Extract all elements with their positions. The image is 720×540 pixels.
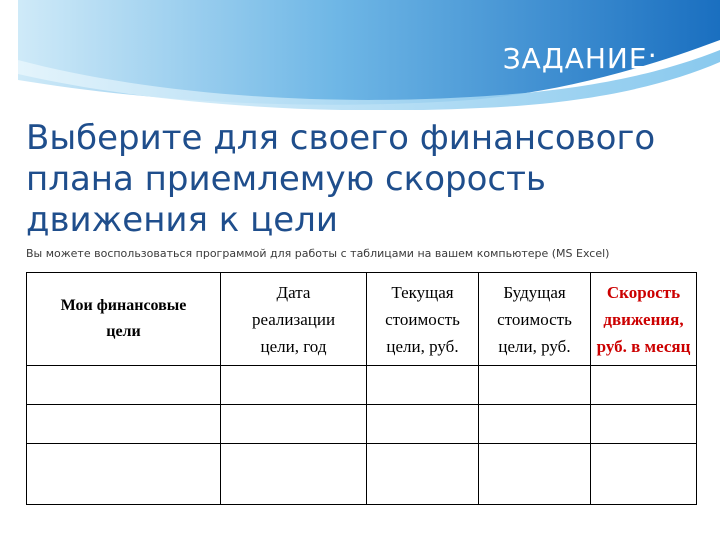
slide-title: ЗАДАНИЕ: (502, 42, 658, 75)
header-cell (27, 273, 221, 366)
header-line: цели, руб. (498, 336, 571, 356)
header-line: цели, руб. (386, 336, 459, 356)
header-line: цели (106, 323, 141, 340)
header-cell (479, 273, 591, 366)
header-cell (221, 273, 367, 366)
header-line: Скорость (606, 282, 681, 302)
table-cell[interactable] (27, 366, 221, 405)
header-line: руб. в месяц (596, 336, 691, 356)
table-cell[interactable] (27, 405, 221, 444)
header-line: стоимость (497, 309, 572, 329)
financial-goals-table (26, 272, 697, 505)
header-cell (367, 273, 479, 366)
table-cell[interactable] (591, 366, 697, 405)
table-cell[interactable] (221, 444, 367, 505)
table-cell[interactable] (591, 444, 697, 505)
header-line: Мои финансовые (60, 297, 187, 314)
header-line: цели, год (260, 336, 327, 356)
header-line: реализации (251, 309, 336, 329)
header-line: Дата (276, 282, 311, 302)
table-cell[interactable] (479, 405, 591, 444)
table-row (27, 366, 697, 405)
table-cell[interactable] (479, 366, 591, 405)
header-cell-speed (591, 273, 697, 366)
slide-heading: Выберите для своего финансового плана приемлемую скорость движения к цели (26, 118, 656, 240)
header-line: стоимость (385, 309, 460, 329)
table-header-row (27, 273, 697, 366)
table-row (27, 405, 697, 444)
header-line: движения, (603, 309, 684, 329)
table-cell[interactable] (221, 366, 367, 405)
table-cell[interactable] (367, 366, 479, 405)
title-banner (0, 0, 720, 110)
header-line: Будущая (503, 282, 566, 302)
table-cell[interactable] (367, 444, 479, 505)
table-cell[interactable] (479, 444, 591, 505)
table-cell[interactable] (27, 444, 221, 505)
header-line: Текущая (391, 282, 454, 302)
table-cell[interactable] (221, 405, 367, 444)
table-cell[interactable] (367, 405, 479, 444)
table-row (27, 444, 697, 505)
excel-note: Вы можете воспользоваться программой для работы с таблицами на вашем компьютере (MS Excel) (26, 247, 610, 260)
table-cell[interactable] (591, 405, 697, 444)
